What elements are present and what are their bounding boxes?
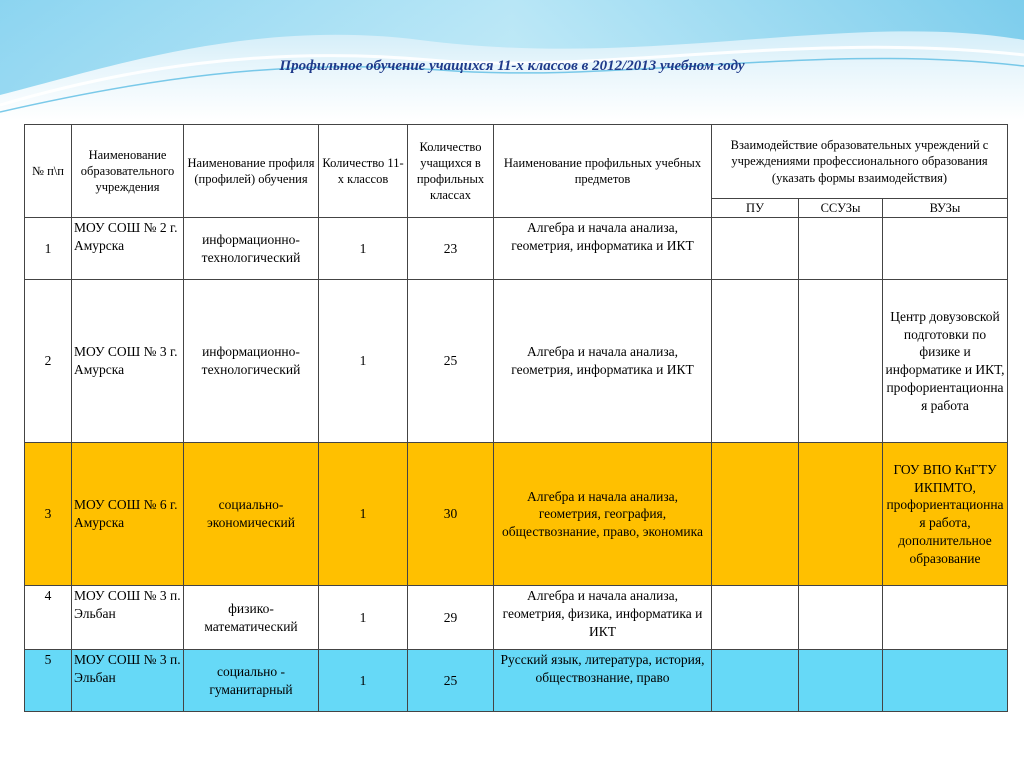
- row-classes: 1: [319, 280, 408, 443]
- row-num: 1: [25, 218, 72, 280]
- header-profile: Наименование профиля (профилей) обучения: [184, 125, 319, 218]
- row-pu: [712, 586, 799, 650]
- row-pu: [712, 218, 799, 280]
- row-institution: МОУ СОШ № 6 г. Амурска: [72, 443, 184, 586]
- row-institution: МОУ СОШ № 2 г. Амурска: [72, 218, 184, 280]
- page-title: Профильное обучение учащихся 11-х классов в 2012/2013 учебном году: [279, 58, 745, 74]
- row-classes: 1: [319, 218, 408, 280]
- row-students: 25: [408, 650, 494, 712]
- row-vuz: [883, 218, 1008, 280]
- header-student-count: Количество учащихся в профильных классах: [408, 125, 494, 218]
- row-students: 25: [408, 280, 494, 443]
- header-interaction: Взаимодействие образовательных учреждений с учреждениями профессионального образования (указать формы взаимодействия): [712, 125, 1008, 199]
- header-class-count: Количество 11-х классов: [319, 125, 408, 218]
- profile-education-table: [24, 124, 1008, 712]
- row-ssuz: [799, 443, 883, 586]
- row-ssuz: [799, 218, 883, 280]
- row-classes: 1: [319, 443, 408, 586]
- row-subjects: Алгебра и начала анализа, геометрия, география, обществознание, право, экономика: [494, 443, 712, 586]
- header-ssuz: ССУЗы: [799, 199, 883, 218]
- row-students: 29: [408, 586, 494, 650]
- row-vuz: Центр довузовской подготовки по физике и информатике и ИКТ, профориентационная работа: [883, 280, 1008, 443]
- row-subjects: Русский язык, литература, история, обществознание, право: [494, 650, 712, 712]
- table-row: [25, 280, 1008, 443]
- table-row: [25, 218, 1008, 280]
- header-vuz: ВУЗы: [883, 199, 1008, 218]
- row-institution: МОУ СОШ № 3 п. Эльбан: [72, 650, 184, 712]
- row-profile: социально-экономический: [184, 443, 319, 586]
- row-profile: информационно-технологический: [184, 280, 319, 443]
- header-subjects: Наименование профильных учебных предметов: [494, 125, 712, 218]
- row-pu: [712, 443, 799, 586]
- row-num: 5: [25, 650, 72, 712]
- row-vuz: [883, 586, 1008, 650]
- header-num: № п\п: [25, 125, 72, 218]
- row-pu: [712, 650, 799, 712]
- row-classes: 1: [319, 586, 408, 650]
- row-num: 2: [25, 280, 72, 443]
- row-profile: физико-математический: [184, 586, 319, 650]
- row-institution: МОУ СОШ № 3 г. Амурска: [72, 280, 184, 443]
- row-subjects: Алгебра и начала анализа, геометрия, информатика и ИКТ: [494, 218, 712, 280]
- row-institution: МОУ СОШ № 3 п. Эльбан: [72, 586, 184, 650]
- row-subjects: Алгебра и начала анализа, геометрия, информатика и ИКТ: [494, 280, 712, 443]
- header-institution: Наименование образовательного учреждения: [72, 125, 184, 218]
- table-row: [25, 586, 1008, 650]
- row-vuz: ГОУ ВПО КнГТУ ИКПМТО, профориентационная работа, дополнительное образование: [883, 443, 1008, 586]
- row-profile: социально - гуманитарный: [184, 650, 319, 712]
- row-num: 3: [25, 443, 72, 586]
- row-classes: 1: [319, 650, 408, 712]
- row-num: 4: [25, 586, 72, 650]
- table-row: [25, 443, 1008, 586]
- row-ssuz: [799, 650, 883, 712]
- row-ssuz: [799, 586, 883, 650]
- row-students: 30: [408, 443, 494, 586]
- row-ssuz: [799, 280, 883, 443]
- row-pu: [712, 280, 799, 443]
- header-pu: ПУ: [712, 199, 799, 218]
- table-row: [25, 650, 1008, 712]
- row-profile: информационно-технологический: [184, 218, 319, 280]
- row-vuz: [883, 650, 1008, 712]
- row-subjects: Алгебра и начала анализа, геометрия, физика, информатика и ИКТ: [494, 586, 712, 650]
- row-students: 23: [408, 218, 494, 280]
